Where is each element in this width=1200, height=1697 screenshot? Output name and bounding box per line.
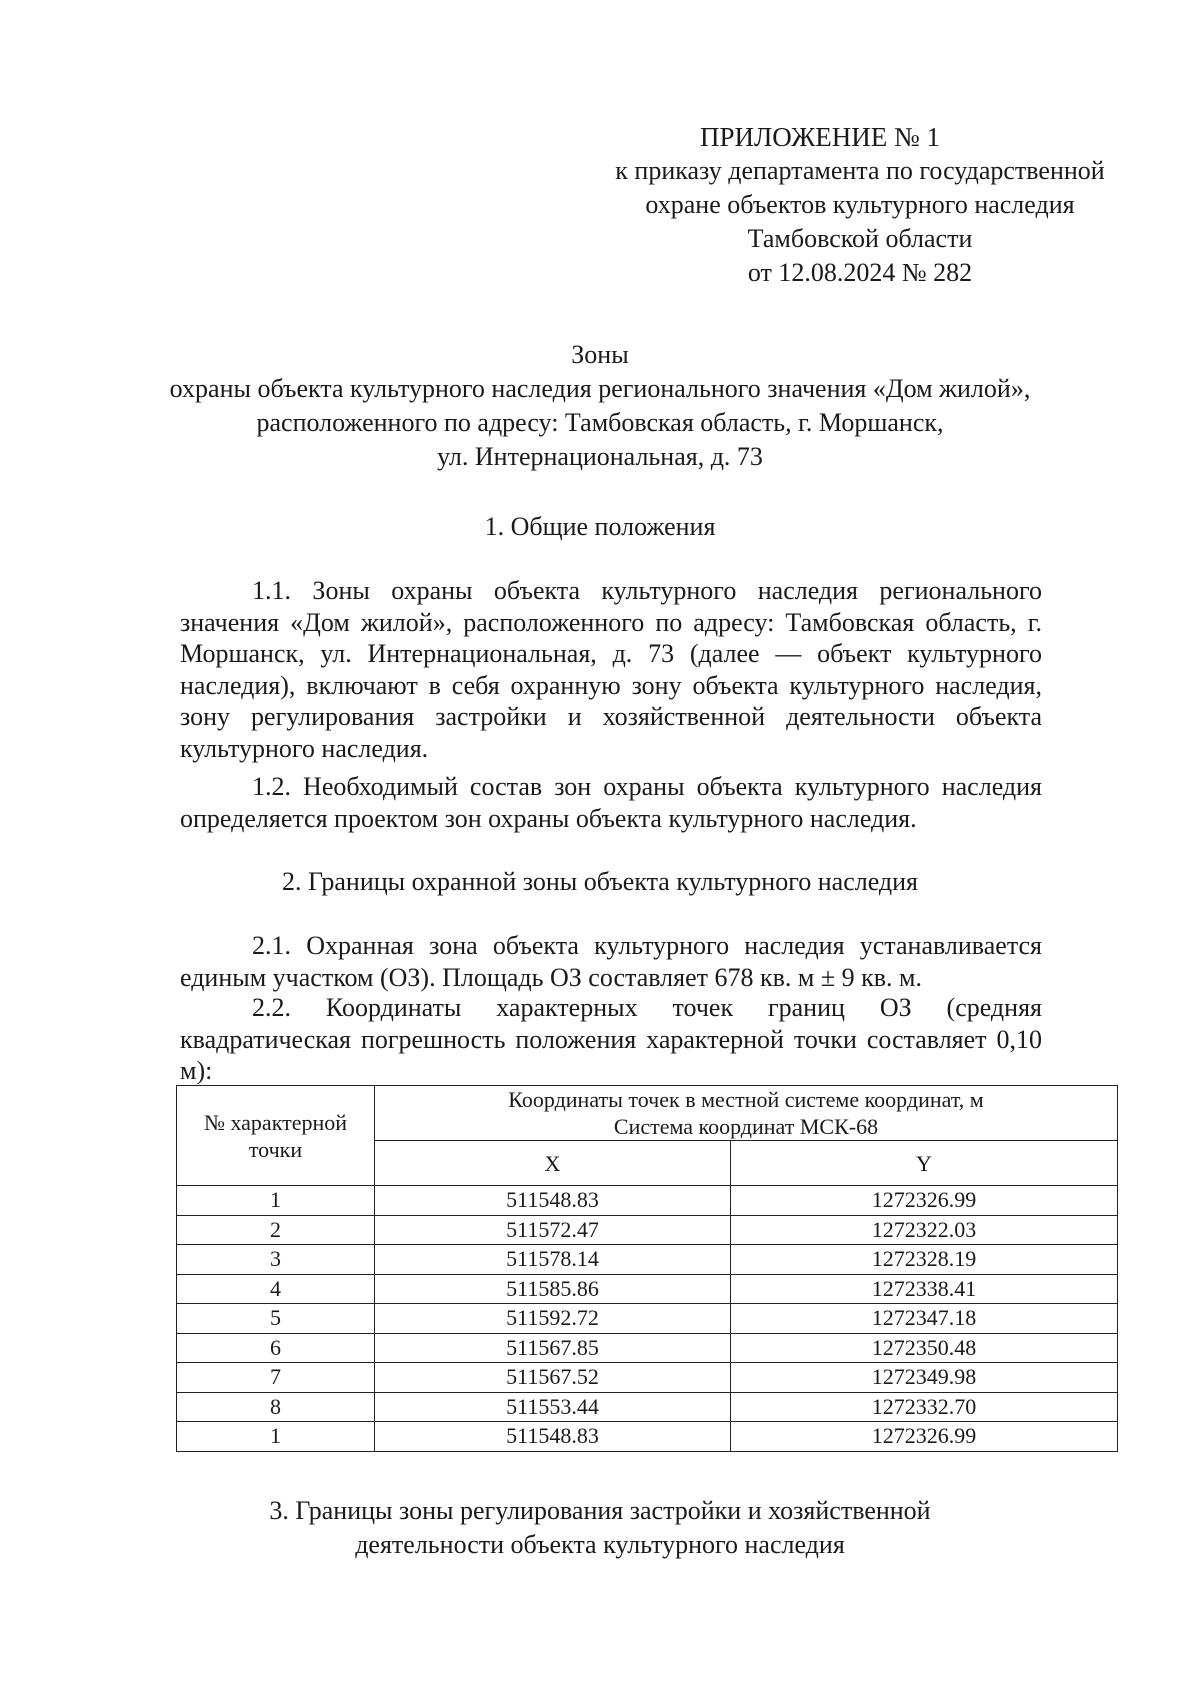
y-value: 1272338.41: [731, 1274, 1118, 1304]
y-value: 1272326.99: [731, 1186, 1118, 1216]
title-heading: Зоны: [571, 340, 629, 369]
point-number: 3: [177, 1245, 375, 1275]
appendix-title: ПРИЛОЖЕНИЕ № 1: [699, 122, 941, 152]
x-value: 511567.52: [375, 1363, 731, 1393]
x-value: 511567.85: [375, 1333, 731, 1363]
coordinate-system-label: Система координат МСК-68: [613, 1114, 879, 1139]
appendix-line: охране объектов культурного наследия: [645, 190, 1075, 219]
coordinates-header: [375, 1086, 1118, 1141]
section-3-heading-line: 3. Границы зоны регулирования застройки и хозяйственной: [269, 1496, 931, 1525]
y-value: 1272332.70: [731, 1392, 1118, 1422]
y-value: 1272350.48: [731, 1333, 1118, 1363]
coordinates-header-line: Координаты точек в местной системе координат, м: [508, 1087, 984, 1112]
paragraph-1-2: 1.2. Необходимый состав зон охраны объекта культурного наследия определяется проектом зон охраны объекта культурного наследия.: [180, 772, 1042, 833]
point-number: 1: [177, 1422, 375, 1452]
x-value: 511585.86: [375, 1274, 731, 1304]
x-value: 511553.44: [375, 1392, 731, 1422]
table-row: [177, 1422, 1118, 1452]
x-value: 511572.47: [375, 1215, 731, 1245]
table-row: [177, 1392, 1118, 1422]
point-number-header: № характерной точки: [177, 1086, 375, 1186]
point-number: 2: [177, 1215, 375, 1245]
table-row: [177, 1215, 1118, 1245]
point-number: 4: [177, 1274, 375, 1304]
section-2-heading: 2. Границы охранной зоны объекта культурного наследия: [281, 867, 919, 896]
table-row: [177, 1274, 1118, 1304]
title-line: расположенного по адресу: Тамбовская область, г. Моршанск,: [256, 408, 944, 437]
y-value: 1272347.18: [731, 1304, 1118, 1334]
paragraph-2-2: 2.2. Координаты характерных точек границ ОЗ (средняя квадратическая погрешность положения характерной точки составляет 0,10 м):: [180, 993, 1042, 1085]
document-title: [160, 338, 1040, 474]
section-1-heading: 1. Общие положения: [484, 512, 716, 541]
point-number: 1: [177, 1186, 375, 1216]
appendix-line: Тамбовской области: [747, 224, 973, 253]
point-number: 5: [177, 1304, 375, 1334]
appendix-date: от 12.08.2024 № 282: [747, 258, 973, 287]
appendix-line: к приказу департамента по государственной: [615, 156, 1105, 185]
table-row: [177, 1245, 1118, 1275]
coordinates-table: [176, 1085, 1118, 1452]
x-value: 511548.83: [375, 1422, 731, 1452]
x-value: 511548.83: [375, 1186, 731, 1216]
y-value: 1272328.19: [731, 1245, 1118, 1275]
table-row: [177, 1186, 1118, 1216]
x-header: X: [375, 1141, 731, 1186]
point-number: 7: [177, 1363, 375, 1393]
x-value: 511578.14: [375, 1245, 731, 1275]
point-number: 8: [177, 1392, 375, 1422]
title-line: ул. Интернациональная, д. 73: [437, 442, 763, 471]
table-row: [177, 1333, 1118, 1363]
y-header: Y: [731, 1141, 1118, 1186]
point-number: 6: [177, 1333, 375, 1363]
table-row: [177, 1363, 1118, 1393]
y-value: 1272322.03: [731, 1215, 1118, 1245]
table-row: [177, 1304, 1118, 1334]
section-3-heading: [160, 1494, 1040, 1562]
paragraph-2-1: 2.1. Охранная зона объекта культурного наследия устанавливается единым участком (ОЗ). Площадь ОЗ составляет 678 кв. м ± 9 кв. м.: [180, 931, 1042, 992]
title-line: охраны объекта культурного наследия регионального значения «Дом жилой»,: [169, 374, 1031, 403]
y-value: 1272349.98: [731, 1363, 1118, 1393]
paragraph-1-1: 1.1. Зоны охраны объекта культурного наследия регионального значения «Дом жилой», расположенного по адресу: Тамбовская область, г. Моршанск, ул. Интернациональная, д. 73 (далее — объект культурного наследия), включают в себя охранную зону объекта культурного наследия, зону регулирования застройки и хозяйственной деятельности объекта культурного наследия.: [180, 576, 1042, 763]
section-3-heading-line: деятельности объекта культурного наследия: [355, 1530, 845, 1559]
y-value: 1272326.99: [731, 1422, 1118, 1452]
appendix-header: [560, 120, 1160, 290]
x-value: 511592.72: [375, 1304, 731, 1334]
